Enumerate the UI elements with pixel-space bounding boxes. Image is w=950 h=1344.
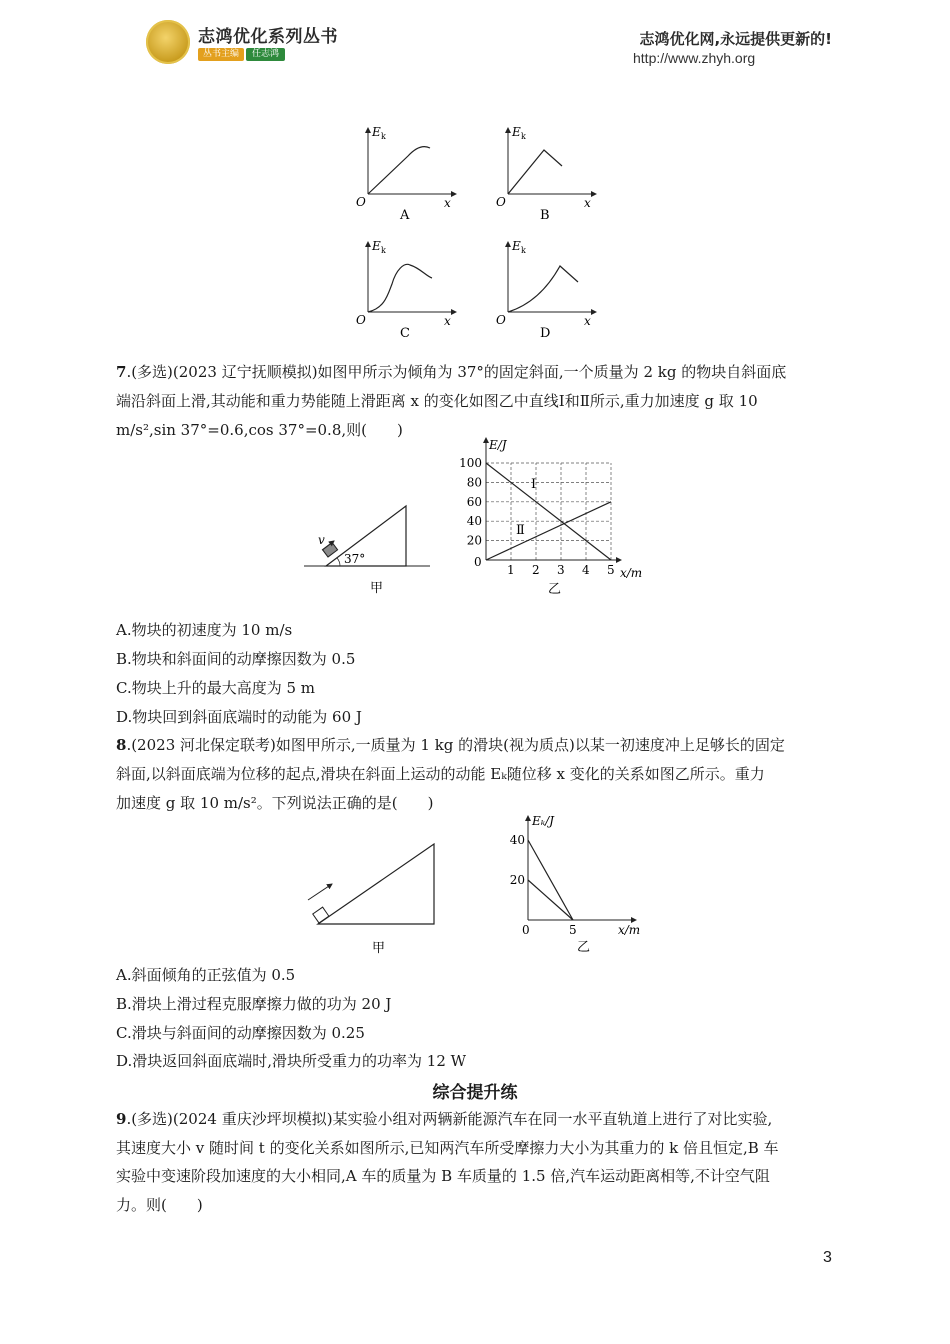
figure-label: 甲 [372, 941, 386, 956]
q7-incline-figure [300, 500, 435, 600]
y-tick-label: 20 [466, 533, 482, 548]
q8-option-a[interactable]: A.斜面倾角的正弦值为 0.5 [116, 966, 296, 984]
x-axis-label: x/m [618, 923, 641, 937]
figure-label: 乙 [577, 940, 591, 955]
q8-incline-figure [300, 836, 440, 956]
editor-name: 任志鸿 [246, 48, 285, 61]
header-url[interactable]: http://www.zhyh.org [633, 50, 756, 66]
x-tick-label: 3 [557, 563, 565, 577]
x-tick-label: 5 [607, 563, 615, 577]
q8-option-d[interactable]: D.滑块返回斜面底端时,滑块所受重力的功率为 12 W [116, 1052, 467, 1070]
q9-stem-line2: 其速度大小 v 随时间 t 的变化关系如图所示,已知两汽车所受摩擦力大小为其重力的 k 倍且恒定,B 车 [116, 1139, 779, 1157]
axis-label: x [584, 314, 591, 328]
q8-stem-line1 [116, 735, 785, 755]
y-tick-label: 40 [509, 833, 525, 847]
option-label: B [540, 208, 550, 223]
q7-energy-chart [455, 432, 655, 597]
q7-stem-line3: m/s²,sin 37°=0.6,cos 37°=0.8,则( ) [116, 421, 403, 439]
question-number: 9 [116, 1110, 127, 1128]
x-axis-label: x/m [620, 566, 643, 580]
y-tick-label: 80 [466, 475, 482, 490]
q7-text: .(多选)(2023 辽宁抚顺模拟)如图甲所示为倾角为 37°的固定斜面,一个质量为 2 kg 的物块自斜面底 [126, 363, 787, 381]
question-number: 7 [116, 363, 127, 381]
q9-stem-line1 [116, 1109, 772, 1129]
editor-label: 丛书主编 [198, 48, 244, 61]
series-line-2 [486, 502, 611, 560]
option-c-graph [356, 239, 456, 341]
q9-stem-line4: 力。则( ) [116, 1196, 203, 1214]
x-tick-label: 2 [532, 563, 540, 577]
q9-stem-line3: 实验中变速阶段加速度的大小相同,A 车的质量为 B 车质量的 1.5 倍,汽车运动距离相等,不计空气阻 [116, 1167, 770, 1185]
axis-label: k [381, 246, 386, 255]
origin-label: O [496, 195, 506, 209]
figure-label: 乙 [548, 582, 562, 597]
origin-label: O [356, 313, 366, 327]
series-line-1 [528, 840, 573, 920]
series-title: 志鸿优化系列丛书 [198, 27, 338, 47]
x-tick-label: 5 [569, 923, 577, 937]
series-line-2 [528, 880, 573, 920]
angle-label: 37° [344, 552, 366, 566]
axis-label: E [372, 125, 381, 139]
axis-label: x [444, 196, 451, 210]
origin-label: 0 [474, 555, 482, 569]
axis-label: E [512, 125, 521, 139]
axis-label: x [444, 314, 451, 328]
axis-label: k [521, 132, 526, 141]
series-label: Ⅰ [531, 477, 537, 493]
section-title: 综合提升练 [432, 1083, 518, 1103]
q7-option-a[interactable]: A.物块的初速度为 10 m/s [116, 621, 293, 639]
axis-label: E [372, 239, 381, 253]
q7-option-d[interactable]: D.物块回到斜面底端时的动能为 60 J [116, 708, 362, 726]
option-label: C [400, 326, 410, 341]
q8-ek-chart [500, 810, 650, 960]
x-tick-label: 4 [582, 563, 590, 577]
series-line-1 [486, 463, 611, 560]
q8-option-c[interactable]: C.滑块与斜面间的动摩擦因数为 0.25 [116, 1024, 365, 1042]
q7-option-b[interactable]: B.物块和斜面间的动摩擦因数为 0.5 [116, 650, 356, 668]
velocity-label: v [318, 533, 325, 547]
y-tick-label: 40 [466, 514, 482, 529]
q8-stem-line2: 斜面,以斜面底端为位移的起点,滑块在斜面上运动的动能 Eₖ随位移 x 变化的关系如图乙所示。重力 [116, 765, 765, 783]
q7-stem-line1 [116, 362, 786, 382]
option-a-graph [356, 125, 456, 223]
y-axis-label: Eₖ/J [532, 814, 554, 828]
y-axis-label: E/J [489, 438, 507, 452]
y-tick-label: 60 [466, 494, 482, 509]
q6-option-graphs [340, 118, 620, 348]
y-tick-label: 20 [509, 873, 525, 887]
axis-label: k [381, 132, 386, 141]
header-slogan: 志鸿优化网,永远提供更新的! [639, 30, 832, 48]
q8-text: .(2023 河北保定联考)如图甲所示,一质量为 1 kg 的滑块(视为质点)以某一初速度冲上足够长的固定 [126, 736, 785, 754]
logo-emblem [146, 20, 190, 64]
series-label: Ⅱ [516, 522, 525, 538]
origin-label: O [496, 313, 506, 327]
q8-option-b[interactable]: B.滑块上滑过程克服摩擦力做的功为 20 J [116, 995, 392, 1013]
axis-label: k [521, 246, 526, 255]
page-number: 3 [823, 1249, 832, 1266]
figure-label: 甲 [370, 581, 384, 596]
axis-label: E [512, 239, 521, 253]
origin-label: O [356, 195, 366, 209]
q8-stem-line3: 加速度 g 取 10 m/s²。下列说法正确的是( ) [116, 794, 434, 812]
q7-option-c[interactable]: C.物块上升的最大高度为 5 m [116, 679, 316, 697]
q9-text: .(多选)(2024 重庆沙坪坝模拟)某实验小组对两辆新能源汽车在同一水平直轨道上进行了对比实验, [126, 1110, 773, 1128]
option-b-graph [496, 125, 596, 223]
option-label: A [400, 208, 410, 223]
axis-label: x [584, 196, 591, 210]
q7-stem-line2: 端沿斜面上滑,其动能和重力势能随上滑距离 x 的变化如图乙中直线Ⅰ和Ⅱ所示,重力加速度 g 取 10 [116, 392, 758, 410]
question-number: 8 [116, 736, 127, 754]
y-tick-label: 100 [459, 456, 482, 470]
option-label: D [540, 326, 551, 341]
x-tick-label: 1 [507, 563, 515, 577]
option-d-graph [496, 239, 596, 341]
origin-label: 0 [522, 923, 530, 937]
